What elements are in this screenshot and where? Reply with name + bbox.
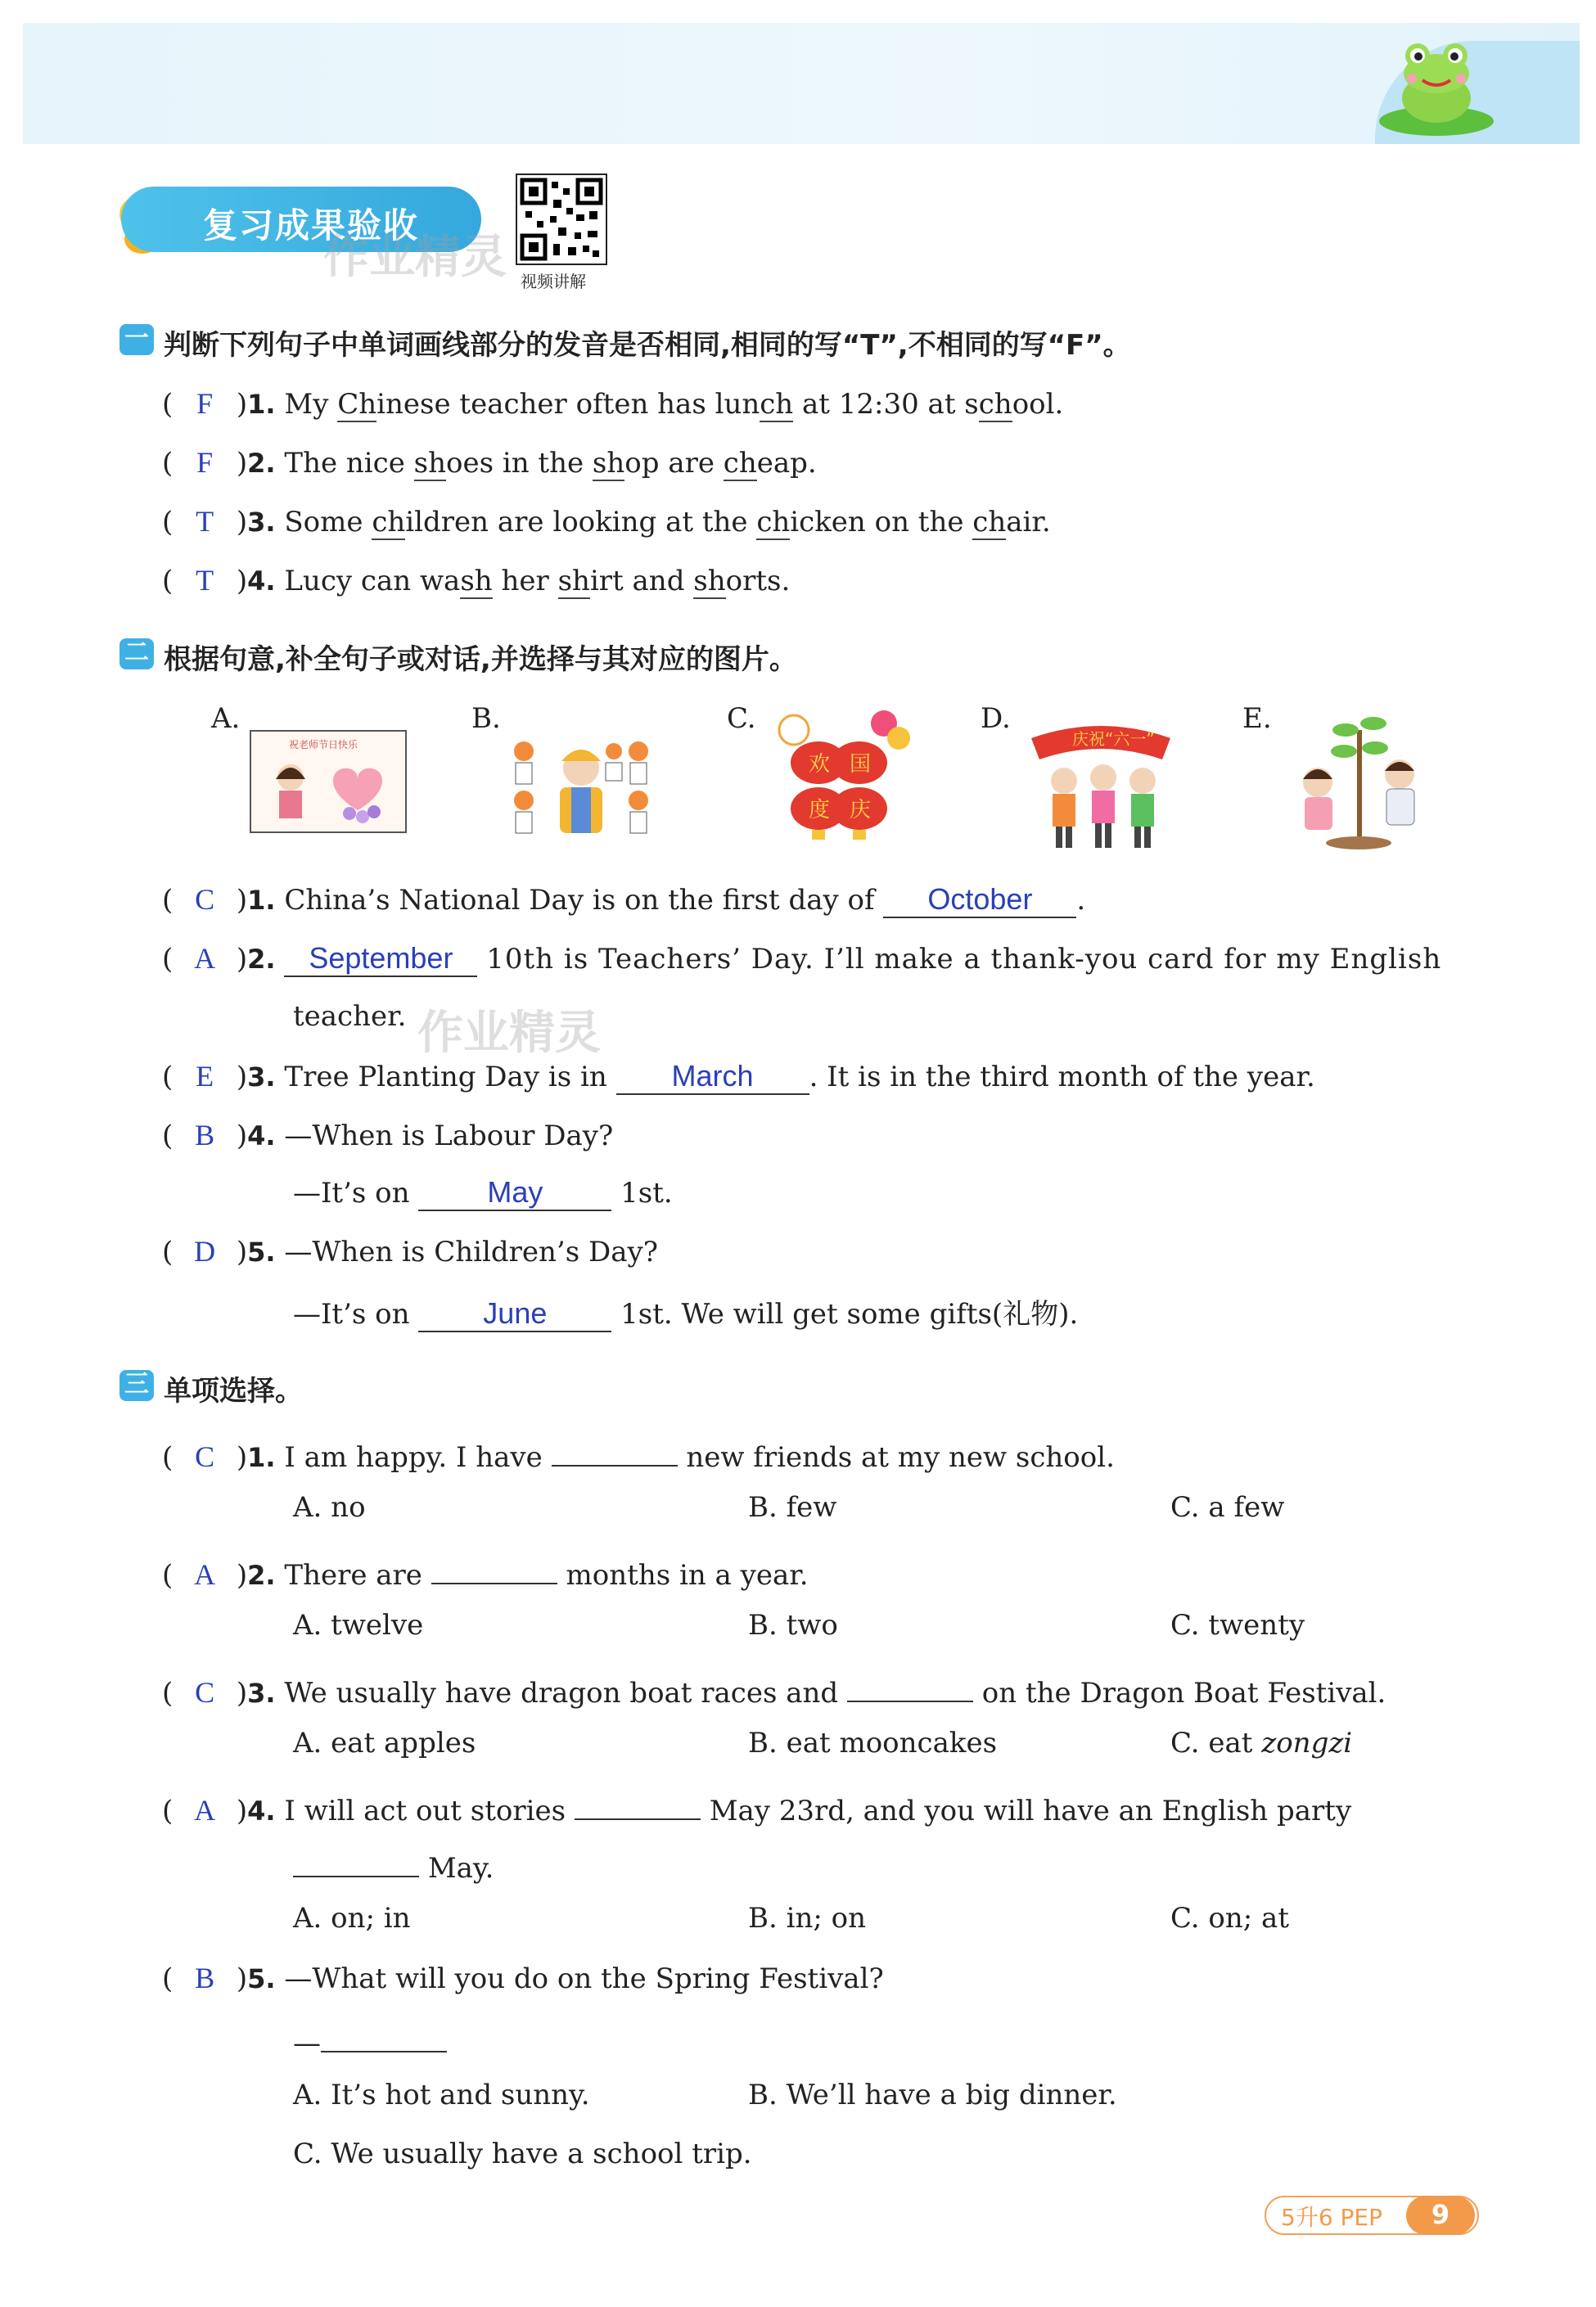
answer-field[interactable]: B <box>195 1119 215 1151</box>
fill-blank[interactable]: September <box>284 941 477 977</box>
s2-item-2: ( A )2. September 10th is Teachers’ Day. I’ll make a thank-you card for my English <box>162 941 1442 976</box>
blank-line <box>552 1432 678 1467</box>
grade-label: 5升6 PEP <box>1281 2204 1382 2231</box>
section-1-title: 判断下列句子中单词画线部分的发音是否相同,相同的写“T”,不相同的写“F”。 <box>164 329 1131 362</box>
option-a[interactable]: A. It’s hot and sunny. <box>293 2079 590 2111</box>
answer-field[interactable]: E <box>196 1060 214 1093</box>
blank-line <box>293 1843 419 1877</box>
watermark: 作业精灵 <box>323 231 507 284</box>
option-b[interactable]: B. eat mooncakes <box>748 1727 998 1760</box>
section-2-badge: 二 <box>119 638 154 669</box>
s1-item-3: ( T )3. Some children are looking at the chicken on the chair. <box>162 505 1051 538</box>
option-b[interactable]: B. two <box>748 1609 838 1642</box>
s3-item-4-line2: May. <box>293 1843 494 1885</box>
page-number: 9 <box>1406 2196 1475 2235</box>
blank-line <box>575 1786 701 1820</box>
picture-label-b: B. <box>471 702 501 735</box>
option-a[interactable]: A. twelve <box>293 1609 424 1642</box>
tree-planting-icon <box>1277 705 1440 853</box>
option-c[interactable]: C. on; at <box>1170 1902 1289 1935</box>
blank-line <box>847 1668 973 1702</box>
option-c[interactable]: C. twenty <box>1170 1609 1305 1642</box>
section-2-title: 根据句意,补全句子或对话,并选择与其对应的图片。 <box>164 643 797 676</box>
sentence: My Chinese teacher often has lunch at 12:30 at school. <box>284 388 1064 421</box>
s3-item-3: ( C )3. We usually have dragon boat races and on the Dragon Boat Festival. <box>162 1668 1386 1710</box>
s3-item-5-line2: — <box>293 2018 447 2060</box>
answer-field[interactable]: C <box>195 1676 215 1709</box>
sentence: The nice shoes in the shop are cheap. <box>284 447 817 480</box>
watermark: 作业精灵 <box>417 1007 601 1060</box>
s2-item-5: ( D )5. —When is Children’s Day? <box>162 1235 658 1268</box>
sentence-before: China’s National Day is on the first day of <box>284 884 875 917</box>
section-3-title: 单项选择。 <box>164 1375 303 1408</box>
option-b[interactable]: B. in; on <box>748 1902 867 1935</box>
s3-item-1: ( C )1. I am happy. I have new friends at my new school. <box>162 1432 1115 1474</box>
banner-title: 复习成果验收 <box>203 205 420 246</box>
option-b[interactable]: B. We’ll have a big dinner. <box>748 2079 1117 2111</box>
section-3-badge: 三 <box>119 1370 154 1401</box>
fill-blank[interactable]: May <box>418 1175 611 1211</box>
frog-icon <box>1375 33 1498 139</box>
answer-field[interactable]: A <box>194 1794 216 1827</box>
sentence: Some children are looking at the chicken on the chair. <box>284 506 1051 538</box>
picture-label-c: C. <box>727 702 756 735</box>
answer-field[interactable]: C <box>195 883 215 916</box>
s2-item-1: ( C )1. China’s National Day is on the first day of October . <box>162 882 1086 917</box>
childrens-day-kids-icon <box>1015 714 1187 853</box>
answer-field[interactable]: A <box>194 942 216 975</box>
answer-field[interactable]: A <box>194 1558 216 1591</box>
fill-blank[interactable]: October <box>883 882 1076 918</box>
answer-field[interactable]: C <box>195 1440 215 1473</box>
option-a[interactable]: A. on; in <box>293 1902 411 1935</box>
top-decorative-band <box>23 23 1580 144</box>
s3-item-5: ( B )5. —What will you do on the Spring Festival? <box>162 1962 884 1995</box>
option-a[interactable]: A. eat apples <box>293 1727 476 1760</box>
answer-field[interactable]: B <box>195 1962 215 1994</box>
picture-a <box>250 730 407 833</box>
answer-field[interactable]: D <box>194 1235 216 1268</box>
option-a[interactable]: A. no <box>293 1491 366 1524</box>
lantern-text: 度 <box>809 798 831 822</box>
s1-item-2: ( F )2. The nice shoes in the shop are cheap. <box>162 446 817 480</box>
card-text: 祝老师节日快乐 <box>289 739 358 750</box>
sentence: Lucy can wash her shirt and shorts. <box>284 565 791 597</box>
lantern-text: 欢 <box>809 752 831 777</box>
s3-item-4: ( A )4. I will act out stories May 23rd, and you will have an English party <box>162 1786 1488 1827</box>
answer-field[interactable]: F <box>196 387 214 420</box>
fill-blank[interactable]: June <box>418 1296 611 1332</box>
labour-day-workers-icon <box>499 722 663 836</box>
s2-item-4-line2: —It’s on May 1st. <box>293 1175 673 1210</box>
qr-code[interactable] <box>516 173 607 265</box>
poster-text: 庆祝“六一” <box>1072 729 1155 749</box>
option-c[interactable]: C. a few <box>1170 1491 1285 1524</box>
blank-line <box>321 2018 447 2052</box>
s2-item-5-line2: —It’s on June 1st. We will get some gifts(礼物). <box>293 1296 1079 1331</box>
s3-item-2: ( A )2. There are months in a year. <box>162 1550 809 1592</box>
s1-item-1: ( F )1. My Chinese teacher often has lunch at 12:30 at school. <box>162 387 1064 421</box>
qr-caption: 视频讲解 <box>521 272 586 291</box>
qr-code-icon <box>517 175 606 264</box>
section-1-badge: 一 <box>119 324 154 355</box>
blank-line <box>431 1550 557 1584</box>
answer-field[interactable]: F <box>196 446 214 479</box>
national-day-lanterns-icon <box>761 705 925 853</box>
s2-item-3: ( E )3. Tree Planting Day is in March . It is in the third month of the year. <box>162 1059 1315 1093</box>
picture-label-e: E. <box>1242 702 1272 735</box>
answer-field[interactable]: T <box>196 505 214 538</box>
lantern-text: 庆 <box>850 798 872 822</box>
teachers-day-card-icon <box>251 732 405 831</box>
fill-blank[interactable]: March <box>616 1059 809 1095</box>
s1-item-4: ( T )4. Lucy can wash her shirt and shorts. <box>162 564 791 597</box>
s2-item-4: ( B )4. —When is Labour Day? <box>162 1119 614 1152</box>
option-c[interactable]: C. eat zongzi <box>1170 1727 1353 1760</box>
picture-label-d: D. <box>981 702 1011 735</box>
answer-field[interactable]: T <box>196 564 214 597</box>
s2-item-2-continuation: teacher. <box>293 1000 407 1033</box>
lantern-text: 国 <box>850 752 872 777</box>
picture-label-a: A. <box>211 702 241 735</box>
option-b[interactable]: B. few <box>748 1491 837 1524</box>
option-c[interactable]: C. We usually have a school trip. <box>293 2138 752 2170</box>
